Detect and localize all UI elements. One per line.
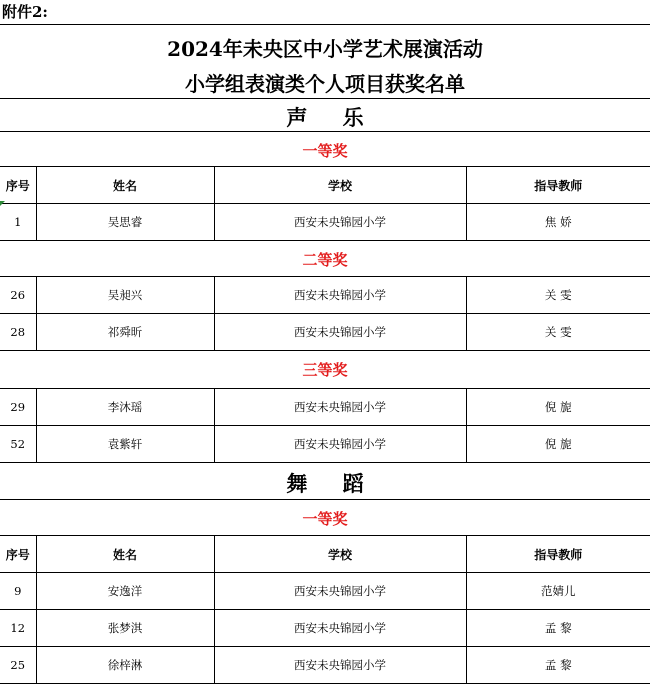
- cell-index: 28: [0, 314, 36, 351]
- title-line-2: 小学组表演类个人项目获奖名单: [185, 72, 465, 96]
- cell-teacher: 孟 黎: [466, 610, 650, 647]
- vocal-third-table: [0, 388, 650, 463]
- table-row: [0, 204, 650, 241]
- cell-name: 张梦淇: [36, 610, 214, 647]
- table-row: [0, 647, 650, 684]
- table-row: [0, 426, 650, 463]
- divider: [0, 131, 650, 132]
- col-teacher: 指导教师: [466, 167, 650, 204]
- attachment-label: 附件2:: [2, 3, 48, 21]
- prize-first: 一等奖: [302, 142, 348, 160]
- cell-name: 安逸洋: [36, 573, 214, 610]
- cell-teacher: 倪 旎: [466, 426, 650, 463]
- cell-name: 吴昶兴: [36, 277, 214, 314]
- prize-third: 三等奖: [302, 361, 348, 379]
- cell-teacher: 关 雯: [466, 314, 650, 351]
- cell-teacher: 范婧儿: [466, 573, 650, 610]
- category-dance: 舞 蹈: [286, 471, 378, 496]
- cell-name: 李沐瑶: [36, 389, 214, 426]
- col-school: 学校: [214, 167, 466, 204]
- category-vocal: 声 乐: [286, 105, 378, 130]
- divider: [0, 499, 650, 500]
- table-row: [0, 314, 650, 351]
- col-school: 学校: [214, 536, 466, 573]
- cell-school: 西安未央锦园小学: [214, 314, 466, 351]
- cell-name: 祁舜昕: [36, 314, 214, 351]
- prize-second: 二等奖: [302, 251, 348, 269]
- cell-index: 26: [0, 277, 36, 314]
- col-index: 序号: [0, 167, 36, 204]
- col-name: 姓名: [36, 167, 214, 204]
- cell-teacher: 焦 娇: [466, 204, 650, 241]
- table-row: [0, 277, 650, 314]
- cell-school: 西安未央锦园小学: [214, 426, 466, 463]
- table-row: [0, 389, 650, 426]
- cell-school: 西安未央锦园小学: [214, 277, 466, 314]
- cell-teacher: 关 雯: [466, 277, 650, 314]
- dance-first-table: [0, 535, 650, 684]
- col-index: 序号: [0, 536, 36, 573]
- table-header: [0, 536, 650, 573]
- col-teacher: 指导教师: [466, 536, 650, 573]
- table-row: [0, 610, 650, 647]
- cell-school: 西安未央锦园小学: [214, 204, 466, 241]
- cell-name: 徐梓淋: [36, 647, 214, 684]
- cell-index: 29: [0, 389, 36, 426]
- cell-index: 25: [0, 647, 36, 684]
- cell-teacher: 孟 黎: [466, 647, 650, 684]
- cell-index: 12: [0, 610, 36, 647]
- cell-marker-icon: [0, 201, 5, 206]
- cell-school: 西安未央锦园小学: [214, 389, 466, 426]
- cell-school: 西安未央锦园小学: [214, 573, 466, 610]
- title-line-1: 2024年未央区中小学艺术展演活动: [167, 37, 483, 61]
- cell-school: 西安未央锦园小学: [214, 610, 466, 647]
- table-row: [0, 573, 650, 610]
- cell-school: 西安未央锦园小学: [214, 647, 466, 684]
- cell-name: 吴思睿: [36, 204, 214, 241]
- cell-index: 1: [0, 204, 36, 241]
- cell-index: 9: [0, 573, 36, 610]
- vocal-first-table: [0, 166, 650, 241]
- divider: [0, 24, 650, 25]
- table-header: [0, 167, 650, 204]
- vocal-second-table: [0, 276, 650, 351]
- prize-first: 一等奖: [302, 510, 348, 528]
- cell-name: 袁紫轩: [36, 426, 214, 463]
- cell-teacher: 倪 旎: [466, 389, 650, 426]
- cell-index: 52: [0, 426, 36, 463]
- divider: [0, 98, 650, 99]
- col-name: 姓名: [36, 536, 214, 573]
